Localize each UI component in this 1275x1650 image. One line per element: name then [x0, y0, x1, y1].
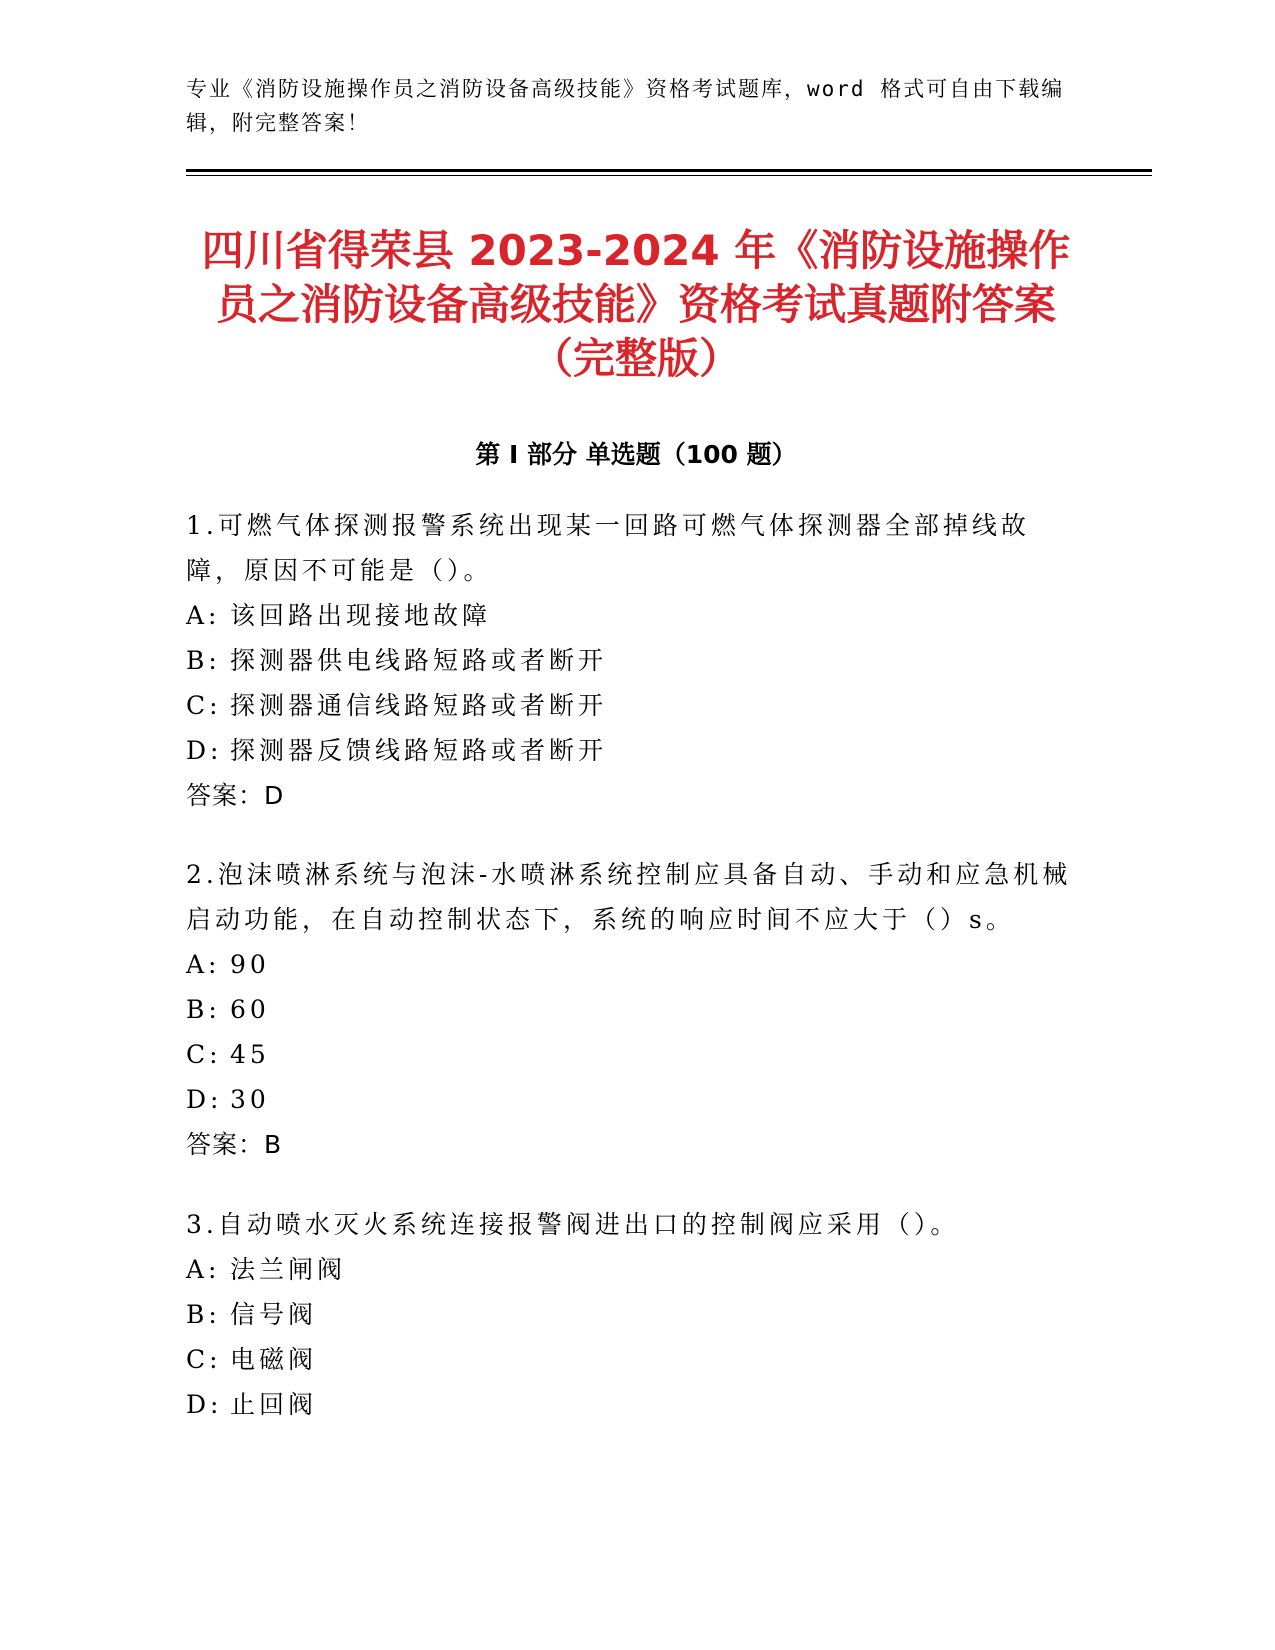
option-key: D: [186, 1085, 223, 1114]
option-d [186, 1382, 1086, 1427]
option-key: C: [186, 1040, 222, 1069]
option-text: 90 [230, 950, 270, 979]
option-key: A: [186, 601, 221, 630]
option-d [186, 728, 1086, 773]
option-text: 60 [230, 995, 270, 1024]
option-text: 45 [230, 1040, 270, 1069]
answer: 答案：B [186, 1130, 283, 1159]
option-text: 探测器反馈线路短路或者断开 [230, 736, 608, 765]
option-text: 探测器供电线路短路或者断开 [230, 646, 608, 675]
header-note: 专业《消防设施操作员之消防设备高级技能》资格考试题库，word 格式可自由下载编辑，附完整答案！ [186, 77, 1065, 135]
question-stem: 3.自动喷水灭火系统连接报警阀进出口的控制阀应采用（）。 [186, 1210, 960, 1239]
option-key: A: [186, 950, 221, 979]
option-key: D: [186, 736, 223, 765]
document-title: 四川省得荣县 2023-2024 年《消防设施操作员之消防设备高级技能》资格考试真题附答案（完整版） [201, 226, 1071, 383]
question-1 [186, 503, 1086, 818]
option-b [186, 1292, 1086, 1337]
option-text: 该回路出现接地故障 [230, 601, 492, 630]
option-a [186, 593, 1086, 638]
option-a [186, 1247, 1086, 1292]
question-2 [186, 852, 1086, 1167]
option-a [186, 942, 1086, 987]
option-b [186, 987, 1086, 1032]
section-title: 第 I 部分 单选题（100 题） [475, 440, 797, 469]
header-divider-thick [186, 169, 1152, 172]
option-d [186, 1077, 1086, 1122]
option-key: D: [186, 1390, 223, 1419]
option-key: B: [186, 1300, 221, 1329]
option-c [186, 1032, 1086, 1077]
option-text: 信号阀 [230, 1300, 318, 1329]
option-text: 法兰闸阀 [230, 1255, 347, 1284]
option-text: 30 [230, 1085, 270, 1114]
question-stem: 1.可燃气体探测报警系统出现某一回路可燃气体探测器全部掉线故障，原因不可能是（）。 [186, 511, 1030, 585]
option-key: B: [186, 995, 221, 1024]
question-3 [186, 1202, 1086, 1427]
option-text: 止回阀 [230, 1390, 318, 1419]
option-key: B: [186, 646, 221, 675]
option-c [186, 683, 1086, 728]
option-text: 电磁阀 [230, 1345, 318, 1374]
option-key: C: [186, 691, 222, 720]
option-key: C: [186, 1345, 222, 1374]
option-b [186, 638, 1086, 683]
option-key: A: [186, 1255, 221, 1284]
header-divider-thin [186, 175, 1152, 176]
option-c [186, 1337, 1086, 1382]
option-text: 探测器通信线路短路或者断开 [230, 691, 608, 720]
question-stem: 2.泡沫喷淋系统与泡沫-水喷淋系统控制应具备自动、手动和应急机械启动功能，在自动控制状态下，系统的响应时间不应大于（）s。 [186, 860, 1072, 934]
answer: 答案：D [186, 781, 285, 810]
